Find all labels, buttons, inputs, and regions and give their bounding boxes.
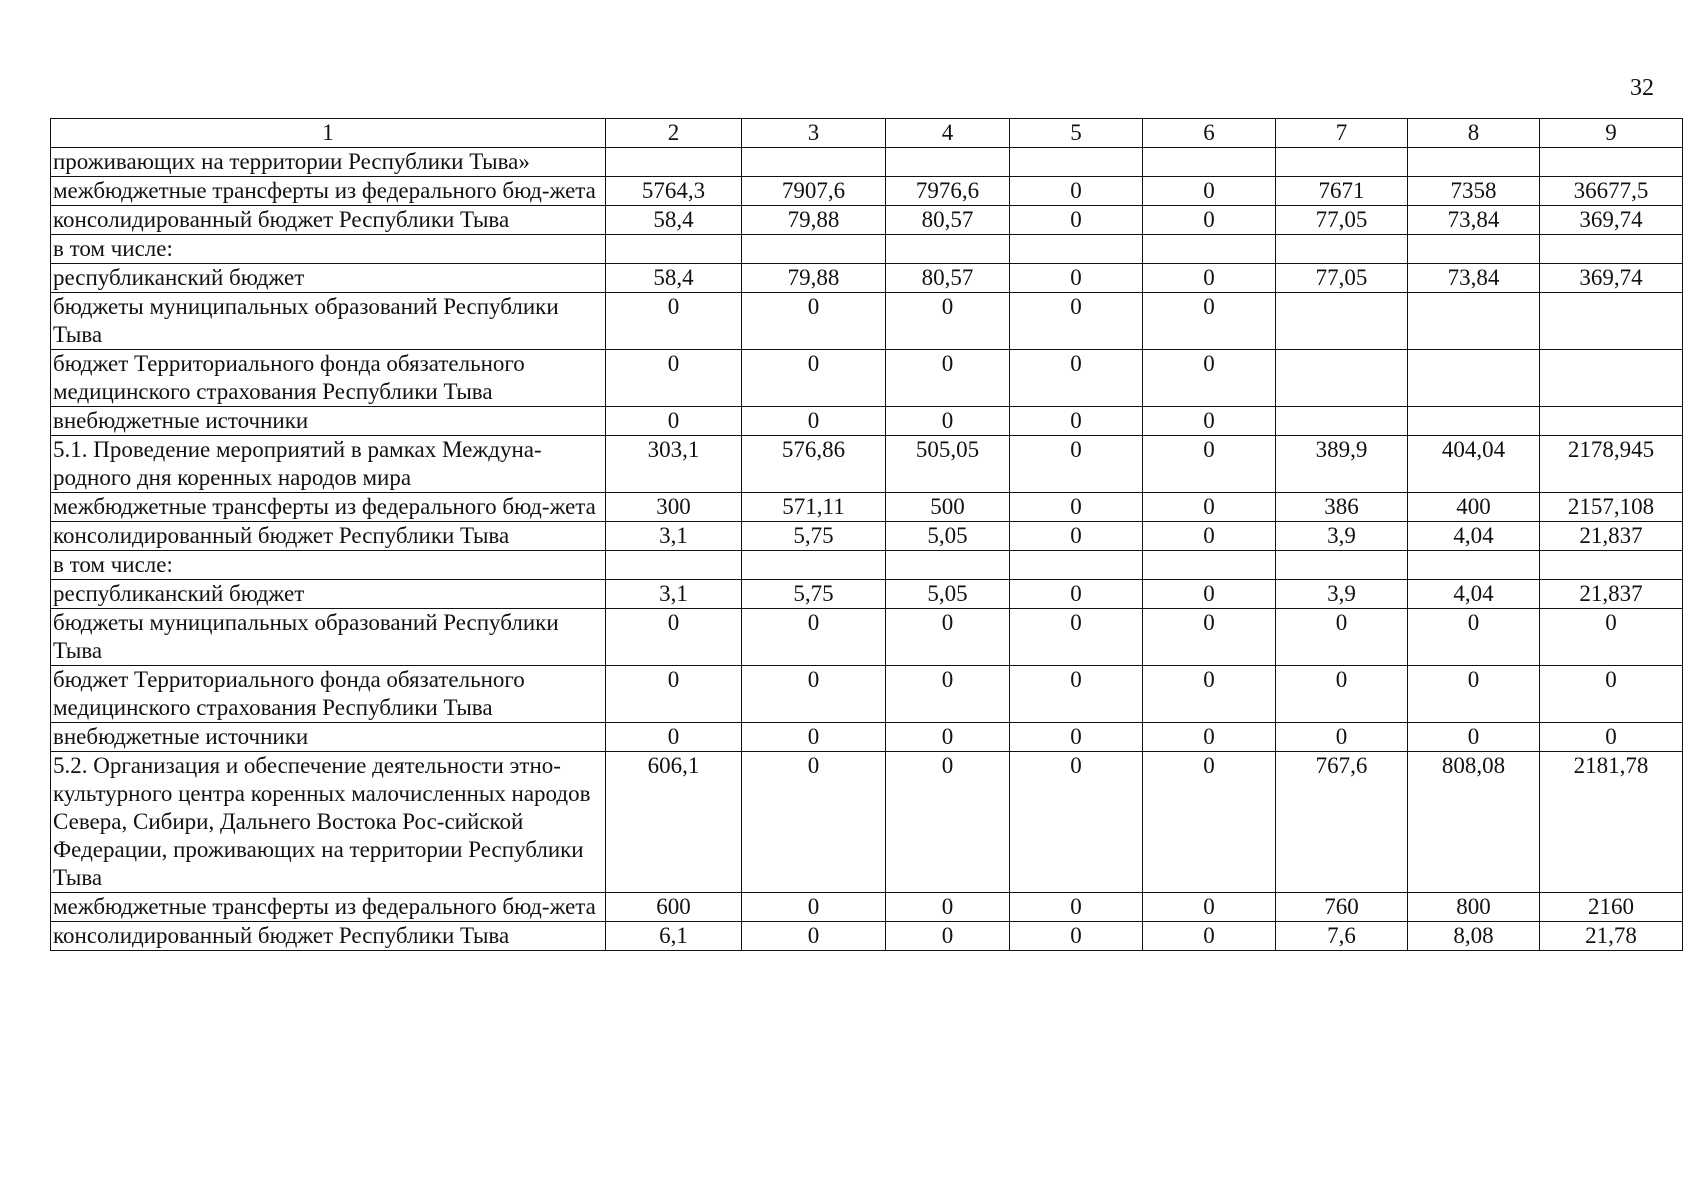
value-cell-col-3: 0 (742, 293, 886, 350)
value-cell-col-3: 5,75 (742, 580, 886, 609)
value-cell-col-3: 79,88 (742, 264, 886, 293)
value-cell-col-8 (1408, 148, 1540, 177)
table-row (51, 206, 1683, 235)
header-cell-1: 1 (51, 119, 606, 148)
header-cell-7: 7 (1276, 119, 1408, 148)
table-row (51, 148, 1683, 177)
value-cell-col-9: 2181,78 (1540, 752, 1683, 893)
value-cell-col-2: 0 (606, 723, 742, 752)
value-cell-col-2 (606, 235, 742, 264)
table-row (51, 235, 1683, 264)
value-cell-col-6: 0 (1143, 493, 1276, 522)
value-cell-col-6: 0 (1143, 177, 1276, 206)
value-cell-col-7: 389,9 (1276, 436, 1408, 493)
value-cell-col-3: 0 (742, 723, 886, 752)
value-cell-col-9: 369,74 (1540, 206, 1683, 235)
value-cell-col-7 (1276, 293, 1408, 350)
row-label: бюджет Территориального фонда обязательного медицинского страхования Республики Тыва (51, 666, 606, 723)
value-cell-col-4: 5,05 (886, 580, 1010, 609)
value-cell-col-7 (1276, 235, 1408, 264)
value-cell-col-9 (1540, 235, 1683, 264)
value-cell-col-4: 0 (886, 893, 1010, 922)
value-cell-col-7 (1276, 148, 1408, 177)
value-cell-col-3: 0 (742, 922, 886, 951)
value-cell-col-7: 7,6 (1276, 922, 1408, 951)
value-cell-col-8: 0 (1408, 609, 1540, 666)
value-cell-col-5 (1010, 551, 1143, 580)
row-label: консолидированный бюджет Республики Тыва (51, 206, 606, 235)
value-cell-col-9 (1540, 551, 1683, 580)
value-cell-col-3: 79,88 (742, 206, 886, 235)
value-cell-col-7 (1276, 551, 1408, 580)
value-cell-col-9: 2160 (1540, 893, 1683, 922)
value-cell-col-6: 0 (1143, 407, 1276, 436)
table-row (51, 580, 1683, 609)
value-cell-col-2: 303,1 (606, 436, 742, 493)
value-cell-col-5: 0 (1010, 922, 1143, 951)
value-cell-col-8: 7358 (1408, 177, 1540, 206)
value-cell-col-8 (1408, 350, 1540, 407)
value-cell-col-4: 0 (886, 407, 1010, 436)
value-cell-col-9: 21,78 (1540, 922, 1683, 951)
value-cell-col-6: 0 (1143, 293, 1276, 350)
value-cell-col-4: 0 (886, 293, 1010, 350)
value-cell-col-8 (1408, 293, 1540, 350)
value-cell-col-3: 0 (742, 752, 886, 893)
value-cell-col-7: 0 (1276, 666, 1408, 723)
value-cell-col-5: 0 (1010, 723, 1143, 752)
table-row (51, 177, 1683, 206)
value-cell-col-3: 0 (742, 609, 886, 666)
value-cell-col-5: 0 (1010, 177, 1143, 206)
value-cell-col-2: 0 (606, 293, 742, 350)
header-cell-3: 3 (742, 119, 886, 148)
value-cell-col-7 (1276, 407, 1408, 436)
value-cell-col-8: 404,04 (1408, 436, 1540, 493)
value-cell-col-9 (1540, 148, 1683, 177)
value-cell-col-5: 0 (1010, 580, 1143, 609)
value-cell-col-6: 0 (1143, 752, 1276, 893)
value-cell-col-5: 0 (1010, 350, 1143, 407)
value-cell-col-5 (1010, 235, 1143, 264)
value-cell-col-3: 571,11 (742, 493, 886, 522)
value-cell-col-6 (1143, 235, 1276, 264)
value-cell-col-4 (886, 551, 1010, 580)
value-cell-col-6: 0 (1143, 350, 1276, 407)
value-cell-col-5: 0 (1010, 436, 1143, 493)
value-cell-col-4: 0 (886, 350, 1010, 407)
value-cell-col-6: 0 (1143, 893, 1276, 922)
value-cell-col-5: 0 (1010, 893, 1143, 922)
row-label: бюджет Территориального фонда обязательного медицинского страхования Республики Тыва (51, 350, 606, 407)
value-cell-col-5: 0 (1010, 293, 1143, 350)
value-cell-col-8: 400 (1408, 493, 1540, 522)
value-cell-col-8: 808,08 (1408, 752, 1540, 893)
table-row (51, 436, 1683, 493)
value-cell-col-3: 0 (742, 893, 886, 922)
value-cell-col-6 (1143, 148, 1276, 177)
value-cell-col-7: 3,9 (1276, 522, 1408, 551)
value-cell-col-3: 576,86 (742, 436, 886, 493)
value-cell-col-4 (886, 235, 1010, 264)
value-cell-col-5: 0 (1010, 264, 1143, 293)
table-row (51, 551, 1683, 580)
value-cell-col-8: 800 (1408, 893, 1540, 922)
budget-table (50, 118, 1683, 951)
table-row (51, 752, 1683, 893)
value-cell-col-7: 3,9 (1276, 580, 1408, 609)
value-cell-col-2: 58,4 (606, 206, 742, 235)
value-cell-col-4: 0 (886, 752, 1010, 893)
value-cell-col-8 (1408, 235, 1540, 264)
value-cell-col-7: 77,05 (1276, 264, 1408, 293)
table-row (51, 493, 1683, 522)
value-cell-col-5 (1010, 148, 1143, 177)
table-row (51, 522, 1683, 551)
value-cell-col-2: 0 (606, 350, 742, 407)
value-cell-col-6: 0 (1143, 723, 1276, 752)
header-cell-6: 6 (1143, 119, 1276, 148)
value-cell-col-3 (742, 148, 886, 177)
value-cell-col-2: 0 (606, 609, 742, 666)
value-cell-col-4: 0 (886, 922, 1010, 951)
value-cell-col-7: 0 (1276, 609, 1408, 666)
table-row (51, 609, 1683, 666)
value-cell-col-4 (886, 148, 1010, 177)
table-row (51, 723, 1683, 752)
value-cell-col-2: 5764,3 (606, 177, 742, 206)
value-cell-col-2: 0 (606, 666, 742, 723)
value-cell-col-6: 0 (1143, 206, 1276, 235)
value-cell-col-2: 300 (606, 493, 742, 522)
value-cell-col-3 (742, 235, 886, 264)
value-cell-col-9: 36677,5 (1540, 177, 1683, 206)
value-cell-col-4: 80,57 (886, 206, 1010, 235)
value-cell-col-4: 0 (886, 666, 1010, 723)
value-cell-col-6: 0 (1143, 436, 1276, 493)
value-cell-col-2: 3,1 (606, 580, 742, 609)
value-cell-col-6 (1143, 551, 1276, 580)
value-cell-col-9 (1540, 407, 1683, 436)
value-cell-col-8: 0 (1408, 723, 1540, 752)
value-cell-col-5: 0 (1010, 666, 1143, 723)
value-cell-col-2: 606,1 (606, 752, 742, 893)
header-cell-5: 5 (1010, 119, 1143, 148)
table-row (51, 922, 1683, 951)
value-cell-col-4: 500 (886, 493, 1010, 522)
value-cell-col-7 (1276, 350, 1408, 407)
value-cell-col-9: 0 (1540, 723, 1683, 752)
value-cell-col-2 (606, 551, 742, 580)
value-cell-col-7: 0 (1276, 723, 1408, 752)
value-cell-col-5: 0 (1010, 206, 1143, 235)
value-cell-col-2: 6,1 (606, 922, 742, 951)
row-label: в том числе: (51, 551, 606, 580)
value-cell-col-9 (1540, 350, 1683, 407)
value-cell-col-5: 0 (1010, 522, 1143, 551)
header-cell-4: 4 (886, 119, 1010, 148)
row-label: внебюджетные источники (51, 723, 606, 752)
value-cell-col-7: 77,05 (1276, 206, 1408, 235)
value-cell-col-9: 2178,945 (1540, 436, 1683, 493)
row-label: межбюджетные трансферты из федерального бюд-жета (51, 177, 606, 206)
value-cell-col-3 (742, 551, 886, 580)
value-cell-col-7: 760 (1276, 893, 1408, 922)
value-cell-col-4: 0 (886, 609, 1010, 666)
value-cell-col-4: 5,05 (886, 522, 1010, 551)
value-cell-col-3: 7907,6 (742, 177, 886, 206)
value-cell-col-4: 0 (886, 723, 1010, 752)
table-row (51, 293, 1683, 350)
row-label: республиканский бюджет (51, 580, 606, 609)
value-cell-col-8: 0 (1408, 666, 1540, 723)
value-cell-col-2: 600 (606, 893, 742, 922)
table-row (51, 893, 1683, 922)
value-cell-col-6: 0 (1143, 922, 1276, 951)
value-cell-col-9 (1540, 293, 1683, 350)
value-cell-col-7: 7671 (1276, 177, 1408, 206)
value-cell-col-8: 8,08 (1408, 922, 1540, 951)
value-cell-col-5: 0 (1010, 752, 1143, 893)
value-cell-col-9: 21,837 (1540, 522, 1683, 551)
value-cell-col-9: 369,74 (1540, 264, 1683, 293)
value-cell-col-2: 3,1 (606, 522, 742, 551)
value-cell-col-6: 0 (1143, 522, 1276, 551)
value-cell-col-2 (606, 148, 742, 177)
value-cell-col-8: 4,04 (1408, 580, 1540, 609)
value-cell-col-4: 505,05 (886, 436, 1010, 493)
value-cell-col-6: 0 (1143, 666, 1276, 723)
row-label: 5.2. Организация и обеспечение деятельности этно-культурного центра коренных малочисленных народов Севера, Сибири, Дальнего Востока Рос-сийской Федерации, проживающих на территории Республики Тыва (51, 752, 606, 893)
row-label: консолидированный бюджет Республики Тыва (51, 522, 606, 551)
row-label: межбюджетные трансферты из федерального бюд-жета (51, 893, 606, 922)
value-cell-col-8 (1408, 407, 1540, 436)
value-cell-col-5: 0 (1010, 493, 1143, 522)
header-cell-2: 2 (606, 119, 742, 148)
value-cell-col-8: 73,84 (1408, 206, 1540, 235)
value-cell-col-4: 7976,6 (886, 177, 1010, 206)
row-label: консолидированный бюджет Республики Тыва (51, 922, 606, 951)
table-row (51, 666, 1683, 723)
value-cell-col-9: 0 (1540, 609, 1683, 666)
header-cell-9: 9 (1540, 119, 1683, 148)
value-cell-col-8: 73,84 (1408, 264, 1540, 293)
table-row (51, 407, 1683, 436)
table-body (51, 119, 1683, 951)
value-cell-col-7: 767,6 (1276, 752, 1408, 893)
table-row (51, 264, 1683, 293)
value-cell-col-3: 5,75 (742, 522, 886, 551)
header-cell-8: 8 (1408, 119, 1540, 148)
row-label: бюджеты муниципальных образований Республики Тыва (51, 609, 606, 666)
page-number: 32 (1630, 75, 1654, 101)
row-label: внебюджетные источники (51, 407, 606, 436)
value-cell-col-6: 0 (1143, 609, 1276, 666)
value-cell-col-2: 0 (606, 407, 742, 436)
value-cell-col-7: 386 (1276, 493, 1408, 522)
value-cell-col-9: 2157,108 (1540, 493, 1683, 522)
row-label: проживающих на территории Республики Тыва» (51, 148, 606, 177)
value-cell-col-8 (1408, 551, 1540, 580)
value-cell-col-9: 21,837 (1540, 580, 1683, 609)
row-label: в том числе: (51, 235, 606, 264)
row-label: межбюджетные трансферты из федерального бюд-жета (51, 493, 606, 522)
value-cell-col-2: 58,4 (606, 264, 742, 293)
value-cell-col-6: 0 (1143, 264, 1276, 293)
value-cell-col-3: 0 (742, 407, 886, 436)
row-label: 5.1. Проведение мероприятий в рамках Междуна-родного дня коренных народов мира (51, 436, 606, 493)
value-cell-col-9: 0 (1540, 666, 1683, 723)
header-row (51, 119, 1683, 148)
value-cell-col-8: 4,04 (1408, 522, 1540, 551)
value-cell-col-4: 80,57 (886, 264, 1010, 293)
value-cell-col-3: 0 (742, 666, 886, 723)
value-cell-col-6: 0 (1143, 580, 1276, 609)
value-cell-col-5: 0 (1010, 609, 1143, 666)
row-label: республиканский бюджет (51, 264, 606, 293)
table-row (51, 350, 1683, 407)
value-cell-col-3: 0 (742, 350, 886, 407)
row-label: бюджеты муниципальных образований Республики Тыва (51, 293, 606, 350)
value-cell-col-5: 0 (1010, 407, 1143, 436)
